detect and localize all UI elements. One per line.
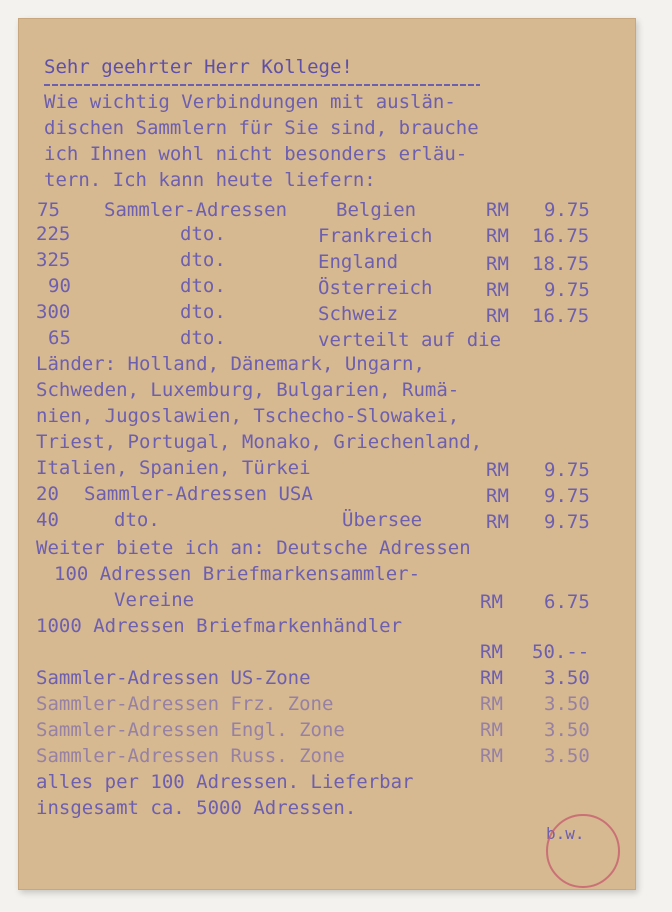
offer-rm: RM bbox=[486, 253, 509, 275]
further-line-2-rm: RM bbox=[480, 591, 503, 613]
zone-us-rm: RM bbox=[480, 667, 503, 689]
intro-line-4: tern. Ich kann heute liefern: bbox=[44, 169, 376, 191]
countries-price: 9.75 bbox=[544, 459, 590, 481]
offer-rm: RM bbox=[486, 279, 509, 301]
offer-qty: 325 bbox=[36, 249, 71, 271]
further-line-2-price: 6.75 bbox=[544, 591, 590, 613]
closing-line-2: insgesamt ca. 5000 Adressen. bbox=[36, 797, 357, 819]
offer-qty: 300 bbox=[36, 301, 71, 323]
further-line-3: 1000 Adressen Briefmarkenhändler bbox=[36, 615, 403, 637]
uebersee-country: Übersee bbox=[342, 509, 423, 531]
further-line-4-price: 50.-- bbox=[532, 641, 590, 663]
offer-qty: 65 bbox=[48, 327, 71, 349]
usa-rm: RM bbox=[486, 485, 509, 507]
offer-price: 16.75 bbox=[532, 305, 590, 327]
zone-russ: Sammler-Adressen Russ. Zone bbox=[36, 745, 345, 767]
intro-line-1: Wie wichtig Verbindungen mit auslän- bbox=[44, 91, 456, 113]
countries-rm: RM bbox=[486, 459, 509, 481]
zone-engl-rm: RM bbox=[480, 719, 503, 741]
offer-country: Österreich bbox=[318, 277, 433, 299]
offer-country: Frankreich bbox=[318, 225, 433, 247]
offer-qty: 90 bbox=[48, 275, 71, 297]
offer-price: 9.75 bbox=[544, 199, 590, 221]
zone-engl-price: 3.50 bbox=[544, 719, 590, 741]
further-line-1: 100 Adressen Briefmarkensammler- bbox=[54, 563, 421, 585]
closing-line-1: alles per 100 Adressen. Lieferbar bbox=[36, 771, 414, 793]
offer-label: dto. bbox=[180, 223, 226, 245]
offer-label: dto. bbox=[180, 301, 226, 323]
offer-label: Sammler-Adressen bbox=[104, 199, 288, 221]
zone-frz: Sammler-Adressen Frz. Zone bbox=[36, 693, 334, 715]
further-line-2: Vereine bbox=[114, 589, 195, 611]
offer-price: 9.75 bbox=[544, 279, 590, 301]
zone-frz-price: 3.50 bbox=[544, 693, 590, 715]
countries-line-2: Schweden, Luxemburg, Bulgarien, Rumä- bbox=[36, 379, 460, 401]
usa-label: Sammler-Adressen USA bbox=[84, 483, 313, 505]
zone-us: Sammler-Adressen US-Zone bbox=[36, 667, 311, 689]
zone-russ-rm: RM bbox=[480, 745, 503, 767]
offer-qty: 75 bbox=[37, 199, 60, 221]
usa-qty: 20 bbox=[36, 483, 59, 505]
offer-country: Belgien bbox=[336, 199, 417, 221]
offer-price: 16.75 bbox=[532, 225, 590, 247]
offer-country: verteilt auf die bbox=[318, 329, 502, 351]
countries-line-3: nien, Jugoslawien, Tschecho-Slowakei, bbox=[36, 405, 460, 427]
further-line-4-rm: RM bbox=[480, 641, 503, 663]
intro-line-3: ich Ihnen wohl nicht besonders erläu- bbox=[44, 143, 468, 165]
offer-label: dto. bbox=[180, 249, 226, 271]
postcard bbox=[18, 18, 636, 890]
offer-rm: RM bbox=[486, 225, 509, 247]
further-intro: Weiter biete ich an: Deutsche Adressen bbox=[36, 537, 471, 559]
uebersee-qty: 40 bbox=[36, 509, 59, 531]
uebersee-rm: RM bbox=[486, 511, 509, 533]
offer-country: England bbox=[318, 251, 399, 273]
offer-rm: RM bbox=[486, 199, 509, 221]
zone-engl: Sammler-Adressen Engl. Zone bbox=[36, 719, 345, 741]
usa-price: 9.75 bbox=[544, 485, 590, 507]
offer-rm: RM bbox=[486, 305, 509, 327]
postmark-stamp bbox=[546, 814, 620, 888]
offer-label: dto. bbox=[180, 327, 226, 349]
zone-frz-rm: RM bbox=[480, 693, 503, 715]
greeting: Sehr geehrter Herr Kollege! bbox=[44, 56, 353, 78]
offer-country: Schweiz bbox=[318, 303, 399, 325]
offer-qty: 225 bbox=[36, 223, 71, 245]
offer-label: dto. bbox=[180, 275, 226, 297]
uebersee-price: 9.75 bbox=[544, 511, 590, 533]
countries-line-4: Triest, Portugal, Monako, Griechenland, bbox=[36, 431, 483, 453]
countries-line-5: Italien, Spanien, Türkei bbox=[36, 457, 311, 479]
offer-price: 18.75 bbox=[532, 253, 590, 275]
zone-us-price: 3.50 bbox=[544, 667, 590, 689]
intro-line-2: dischen Sammlern für Sie sind, brauche bbox=[44, 117, 479, 139]
countries-line-1: Länder: Holland, Dänemark, Ungarn, bbox=[36, 353, 425, 375]
signoff: b.w. bbox=[546, 824, 585, 843]
greeting-underline bbox=[44, 84, 480, 86]
zone-russ-price: 3.50 bbox=[544, 745, 590, 767]
uebersee-label: dto. bbox=[114, 509, 160, 531]
